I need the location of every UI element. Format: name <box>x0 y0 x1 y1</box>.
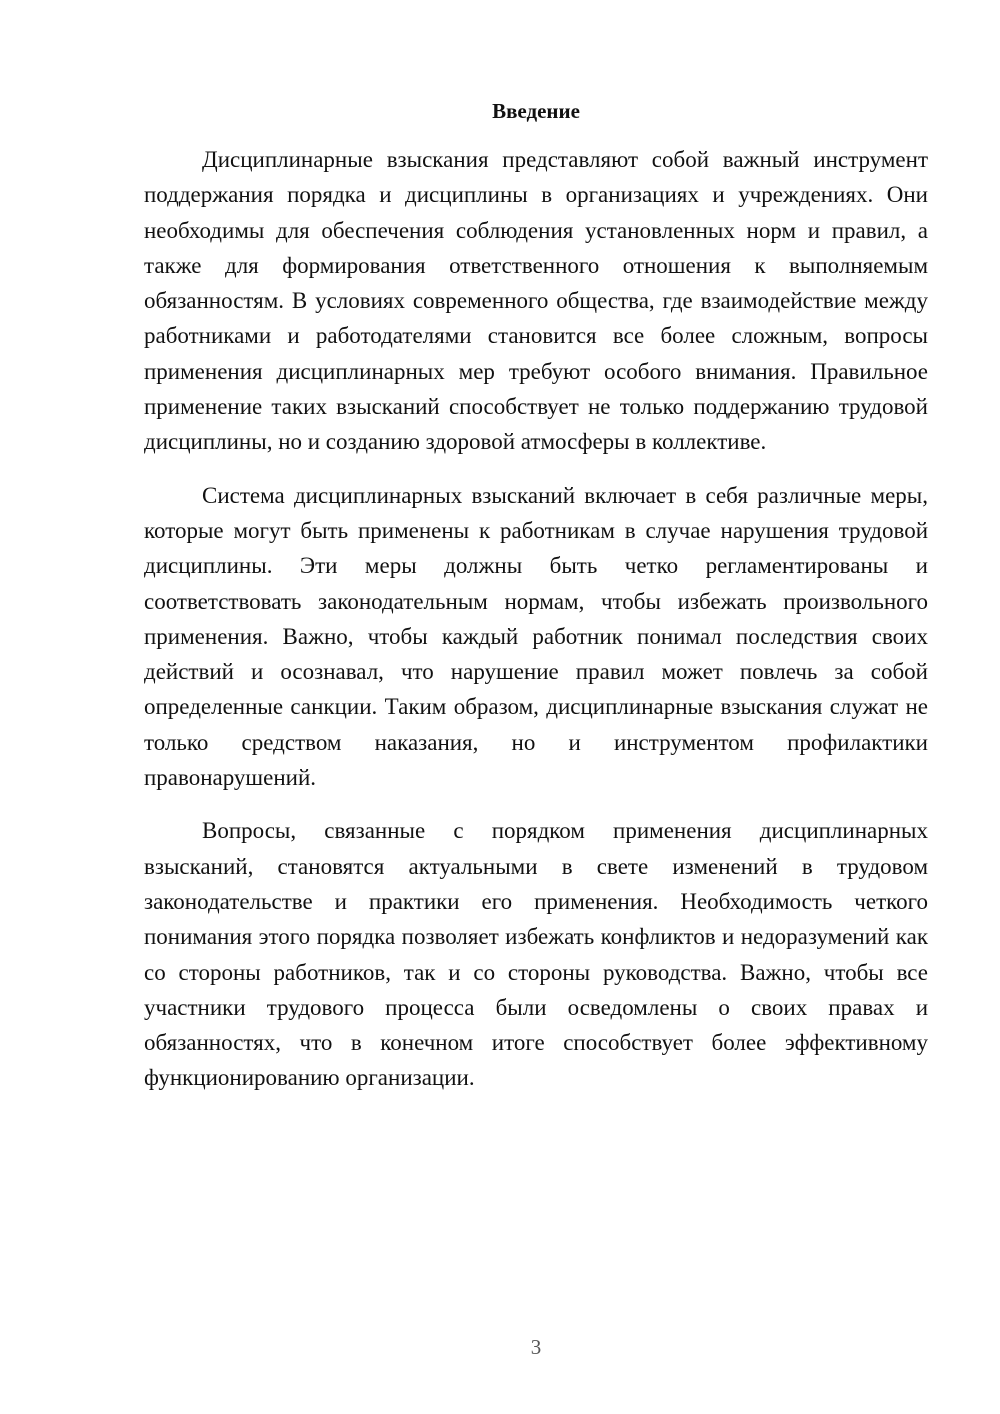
body-text <box>144 142 928 1114</box>
paragraph-1: Дисциплинарные взыскания представляют собой важный инструмент поддержания порядка и дисциплины в организациях и учреждениях. Они необходимы для обеспечения соблюдения установленных норм и правил, а также для формирования ответственного отношения к выполняемым обязанностям. В условиях современного общества, где взаимодействие между работниками и работодателями становится все более сложным, вопросы применения дисциплинарных мер требуют особого внимания. Правильное применение таких взысканий способствует не только поддержанию трудовой дисциплины, но и созданию здоровой атмосферы в коллективе. <box>144 147 928 455</box>
page-title: Введение <box>492 99 580 123</box>
page-number: 3 <box>530 1335 542 1359</box>
paragraph-2: Система дисциплинарных взысканий включает в себя различные меры, которые могут быть применены к работникам в случае нарушения трудовой дисциплины. Эти меры должны быть четко регламентированы и соответствовать законодательным нормам, чтобы избежать произвольного применения. Важно, чтобы каждый работник понимал последствия своих действий и осознавал, что нарушение правил может повлечь за собой определенные санкции. Таким образом, дисциплинарные взыскания служат не только средством наказания, но и инструментом профилактики правонарушений. <box>144 482 928 791</box>
paragraph-3: Вопросы, связанные с порядком применения дисциплинарных взысканий, становятся актуальными в свете изменений в трудовом законодательстве и практики его применения. Необходимость четкого понимания этого порядка позволяет избежать конфликтов и недоразумений как со стороны работников, так и со стороны руководства. Важно, чтобы все участники трудового процесса были осведомлены о своих правах и обязанностях, что в конечном итоге способствует более эффективному функционированию организации. <box>144 818 928 1091</box>
